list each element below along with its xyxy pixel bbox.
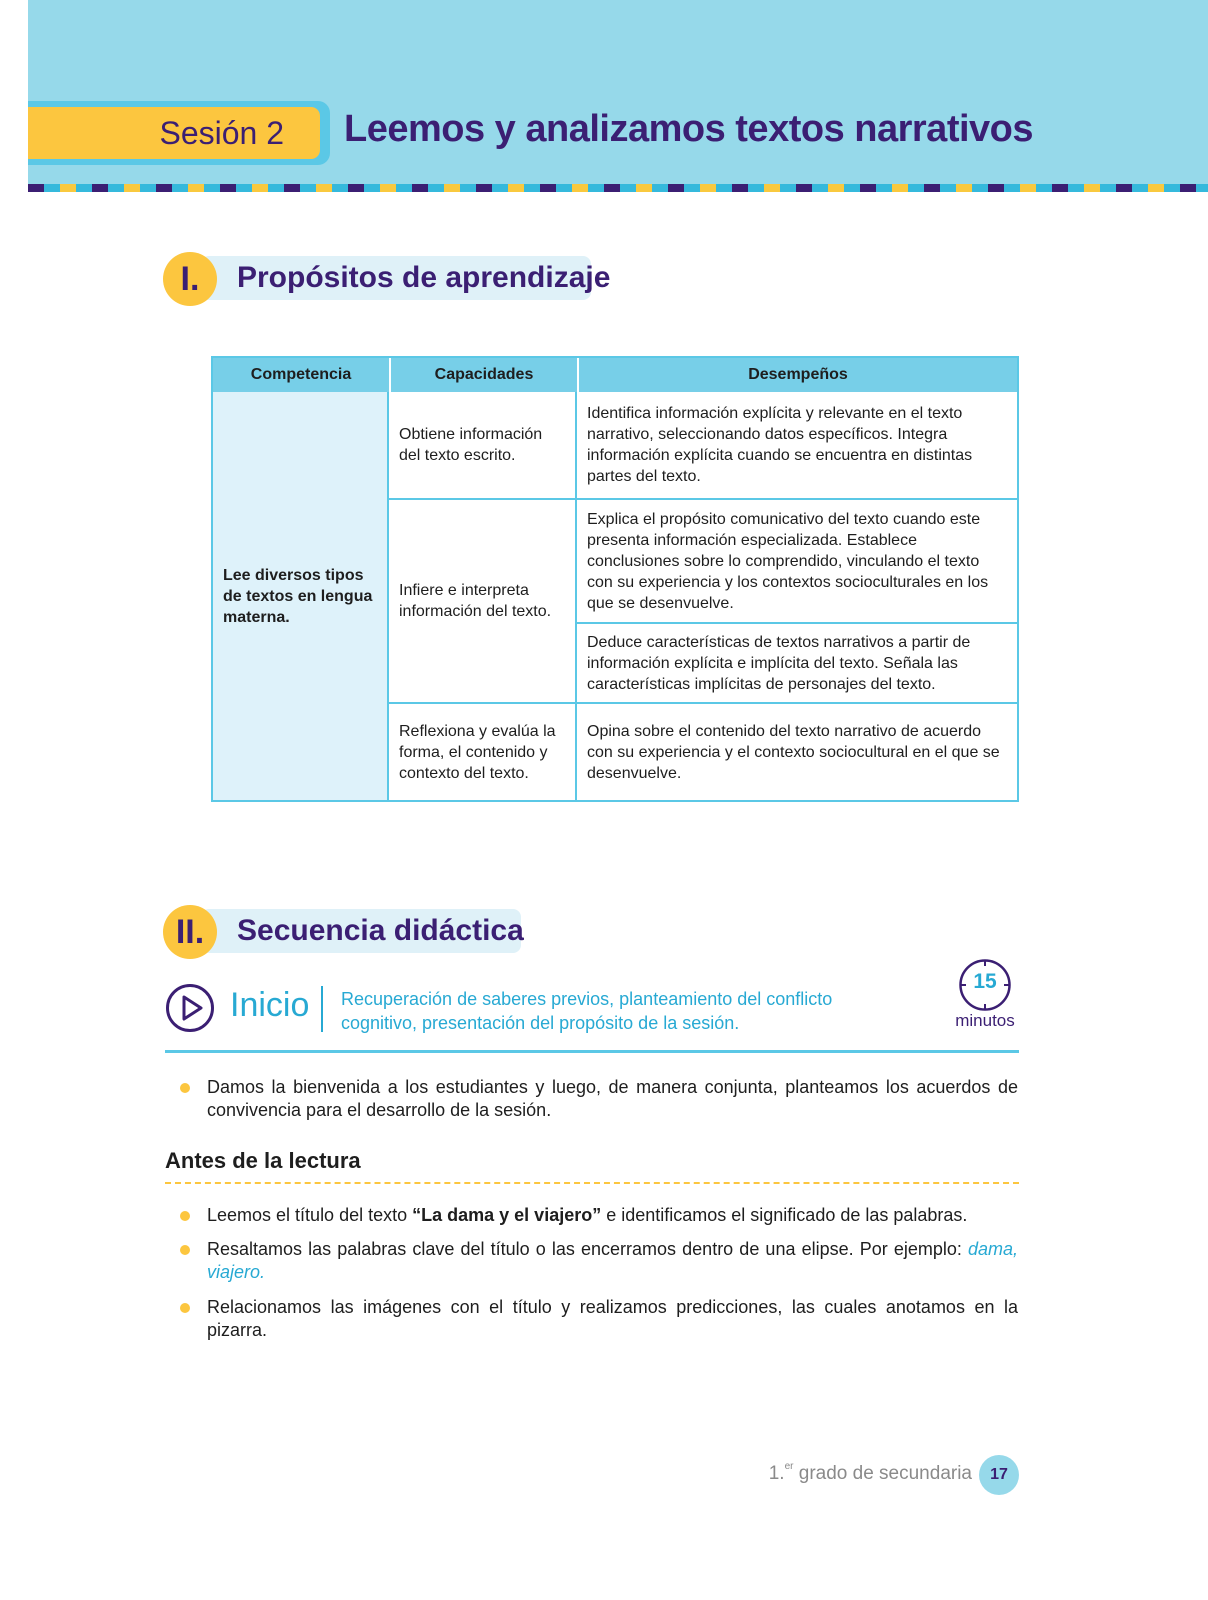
- play-circle-icon: [165, 983, 215, 1033]
- section-title: Propósitos de aprendizaje: [237, 261, 611, 294]
- column-header-capacidades: Capacidades: [389, 358, 577, 392]
- bullet-dot: [180, 1211, 190, 1221]
- dashed-divider: [165, 1182, 1019, 1184]
- table-header-row: [213, 358, 1017, 392]
- desempenos-column: [577, 392, 1017, 800]
- section-title-pill: [201, 256, 611, 300]
- column-header-competencia: Competencia: [250, 366, 352, 383]
- list-item: [180, 1076, 1018, 1122]
- capacidad-cell: Reflexiona y evalúa la forma, el contenido y contexto del texto.: [389, 702, 575, 800]
- grade-number: 1.: [768, 1463, 785, 1484]
- section-title-pill: [201, 909, 524, 953]
- footer-grade: [740, 1463, 972, 1485]
- list-item-text: [207, 1238, 1018, 1284]
- learning-purposes-table: [211, 356, 1019, 802]
- timer-value: 15: [973, 970, 997, 993]
- timer-unit: minutos: [955, 1011, 1015, 1030]
- table-body: [213, 392, 1017, 800]
- decorative-stripe: [28, 184, 1208, 192]
- text-example-italic: dama, viajero.: [207, 1239, 1018, 1282]
- section-number-badge: [163, 905, 217, 959]
- section-divider: [165, 1050, 1019, 1053]
- list-item: [180, 1238, 1018, 1284]
- grade-text: grado de secundaria: [793, 1463, 972, 1484]
- desempeno-cell: Identifica información explícita y relevante en el texto narrativo, seleccionando datos específicos. Integra información explícita cuando se encuentra en distintas partes del texto.: [587, 405, 973, 485]
- page-number: 17: [979, 1455, 1019, 1495]
- capacidades-column: [389, 392, 577, 800]
- bullet-dot: [180, 1245, 190, 1255]
- text-segment: Leemos el título del texto: [207, 1205, 413, 1225]
- text-title-bold: “La dama y el viajero”: [412, 1205, 602, 1225]
- competencia-text: Lee diversos tipos de textos en lengua materna.: [223, 566, 373, 626]
- session-tab-inner: [28, 107, 320, 159]
- section-number: I.: [180, 259, 200, 298]
- list-item: [180, 1296, 1018, 1342]
- page-title: Leemos y analizamos textos narrativos: [344, 108, 1034, 150]
- grade-superscript: er: [784, 1461, 794, 1472]
- text-segment: Resaltamos las palabras clave del título o las encerramos dentro de una elipse. Por ejemplo:: [207, 1239, 968, 1259]
- section-number: II.: [175, 912, 205, 951]
- capacidad-cell: Obtiene información del texto escrito.: [399, 426, 543, 464]
- session-tab: [28, 101, 330, 165]
- section-number-badge: [163, 252, 217, 306]
- list-item-text: [207, 1204, 967, 1227]
- capacidad-cell: Infiere e interpreta información del texto.: [389, 498, 575, 702]
- desempeno-cell: Deduce características de textos narrativos a partir de información explícita e implícita del texto. Señala las características implícitas de personajes del texto.: [577, 622, 1017, 702]
- list-item-text: Damos la bienvenida a los estudiantes y luego, de manera conjunta, planteamos los acuerdos de convivencia para el desarrollo de la sesión.: [207, 1077, 1018, 1120]
- list-item-text: Relacionamos las imágenes con el título y realizamos predicciones, las cuales anotamos en la pizarra.: [207, 1297, 1018, 1340]
- column-header-desempenos: Desempeños: [577, 358, 1017, 392]
- inicio-divider: [321, 986, 323, 1032]
- list-item: [180, 1204, 1018, 1227]
- desempeno-cell: Opina sobre el contenido del texto narrativo de acuerdo con su experiencia y el contexto sociocultural en el que se desenvuelve.: [577, 702, 1017, 800]
- subsection-heading: Antes de la lectura: [165, 1148, 361, 1173]
- session-label: Sesión 2: [159, 114, 284, 151]
- inicio-title: Inicio: [230, 986, 310, 1024]
- text-segment: e identificamos el significado de las palabras.: [601, 1205, 968, 1225]
- inicio-description: Recuperación de saberes previos, planteamiento del conflicto cognitivo, presentación del propósito de la sesión.: [341, 989, 833, 1033]
- bullet-dot: [180, 1083, 190, 1093]
- section-title: Secuencia didáctica: [237, 914, 524, 947]
- competencia-cell: [213, 392, 389, 800]
- bullet-dot: [180, 1303, 190, 1313]
- desempeno-cell: Explica el propósito comunicativo del texto cuando este presenta información especializada. Establece conclusiones sobre lo comprendido, vinculando el texto con su experiencia y los contextos socioculturales en los que se desenvuelve.: [577, 498, 1017, 622]
